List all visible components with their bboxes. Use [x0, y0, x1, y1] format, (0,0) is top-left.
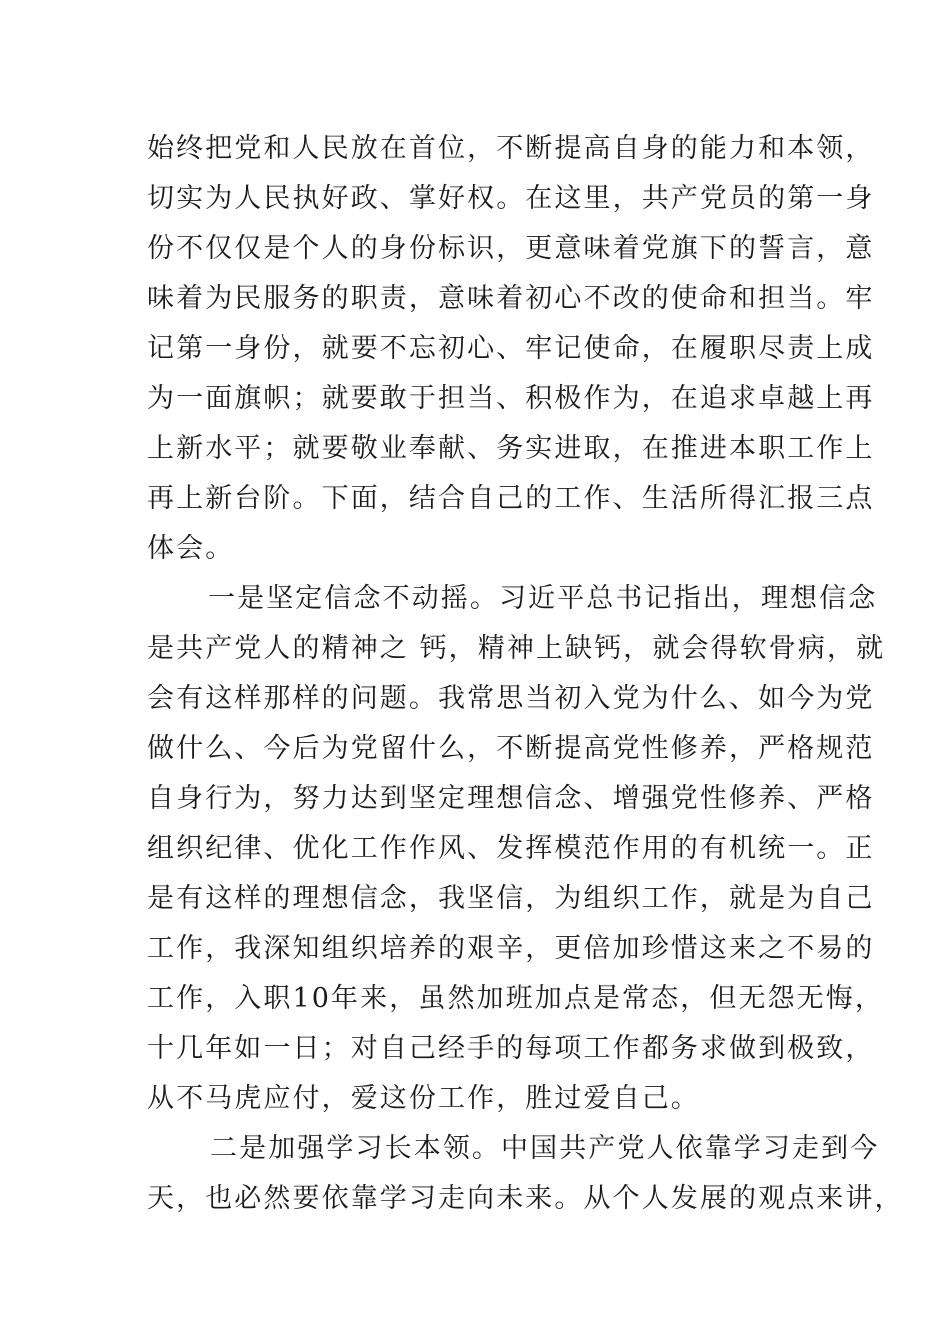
text-line: 从不马虎应付，爱这份工作，胜过爱自己。 [147, 1083, 700, 1114]
text-line: 始终把党和人民放在首位，不断提高自身的能力和本领， [147, 133, 875, 164]
text-line: 工作，我深知组织培养的艰辛，更倍加珍惜这来之不易的 [147, 933, 875, 964]
text-line: 做什么、今后为党留什么，不断提高党性修养，严格规范 [147, 733, 875, 764]
text-line: 上新水平；就要敬业奉献、务实进取，在推进本职工作上 [147, 433, 875, 464]
text-line: 体会。 [147, 533, 235, 564]
text-line: 工作，入职10年来，虽然加班加点是常态，但无怨无悔， [147, 983, 884, 1014]
text-line: 是有这样的理想信念，我坚信，为组织工作，就是为自己 [147, 883, 875, 914]
text-line: 组织纪律、优化工作作风、发挥模范作用的有机统一。正 [147, 833, 875, 864]
text-line: 记第一身份，就要不忘初心、牢记使命，在履职尽责上成 [147, 333, 875, 364]
text-line: 切实为人民执好政、掌好权。在这里，共产党员的第一身 [147, 183, 875, 214]
text-line: 是共产党人的精神之 钙，精神上缺钙，就会得软骨病，就 [147, 633, 886, 664]
text-line: 天，也必然要依靠学习走向未来。从个人发展的观点来讲， [147, 1183, 904, 1214]
text-line: 会有这样那样的问题。我常思当初入党为什么、如今为党 [147, 683, 875, 714]
text-line: 为一面旗帜；就要敢于担当、积极作为，在追求卓越上再 [147, 383, 875, 414]
text-line: 味着为民服务的职责，意味着初心不改的使命和担当。牢 [147, 283, 875, 314]
paragraph-first-line: 二是加强学习长本领。中国共产党人依靠学习走到今 [210, 1133, 880, 1164]
text-line: 份不仅仅是个人的身份标识，更意味着党旗下的誓言，意 [147, 233, 875, 264]
paragraph-first-line: 一是坚定信念不动摇。习近平总书记指出，理想信念 [208, 583, 878, 614]
text-line: 再上新台阶。下面，结合自己的工作、生活所得汇报三点 [147, 483, 875, 514]
text-line: 十几年如一日；对自己经手的每项工作都务求做到极致， [147, 1033, 875, 1064]
text-line: 自身行为，努力达到坚定理想信念、增强党性修养、严格 [147, 783, 875, 814]
